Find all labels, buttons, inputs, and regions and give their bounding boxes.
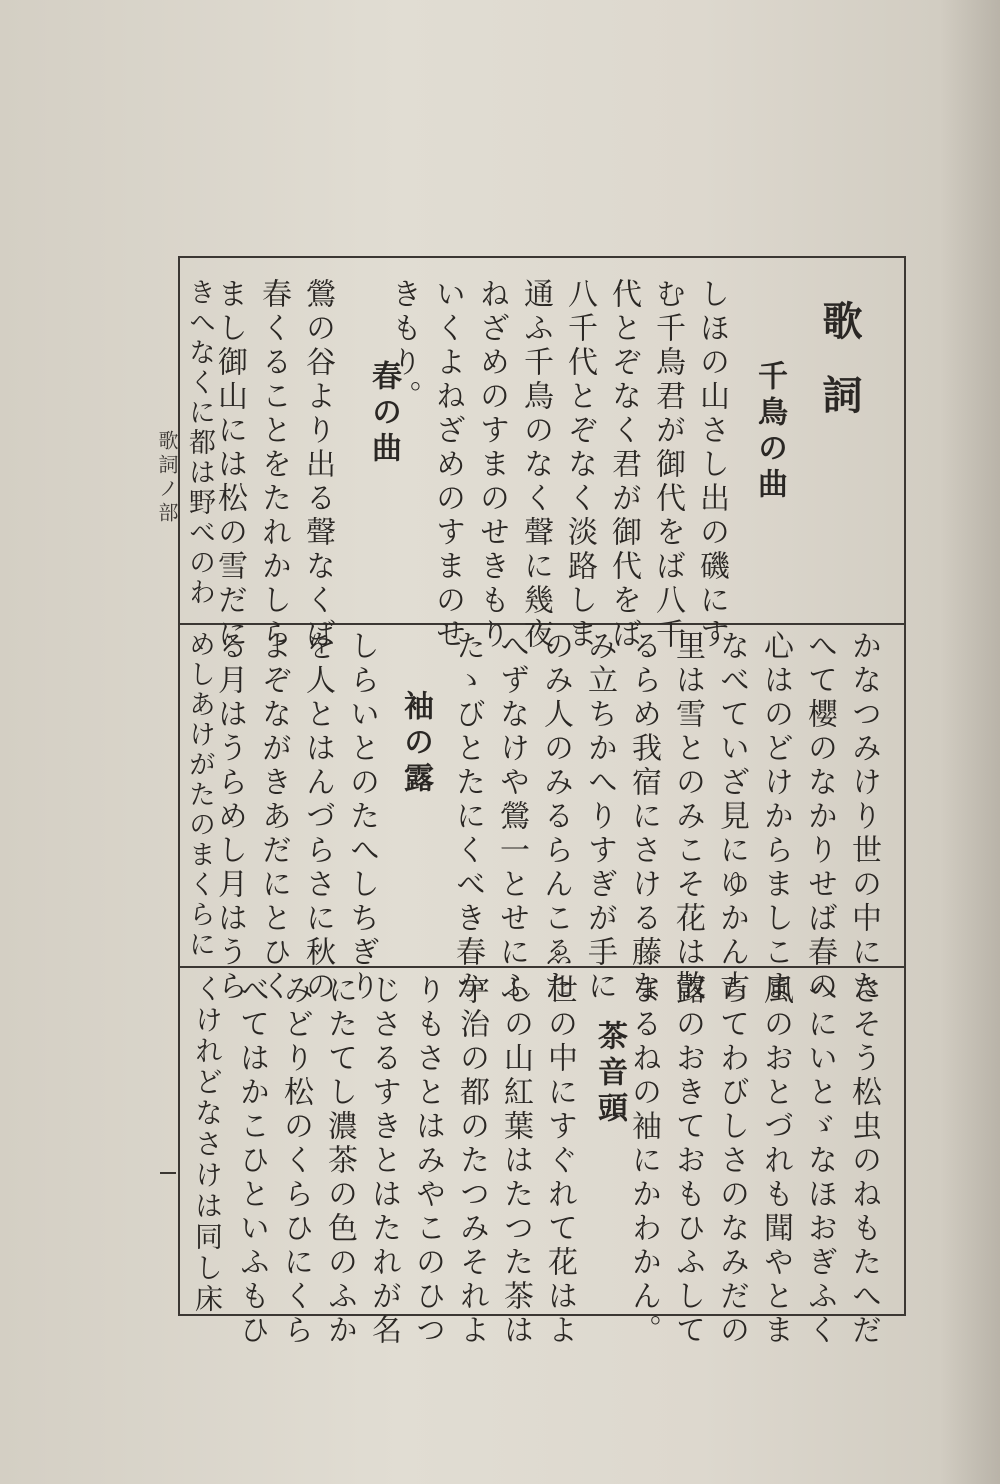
text-line: しらいとのたへしちぎり: [344, 630, 379, 1004]
section-heading-sode: 袖の露: [398, 690, 433, 798]
text-line: ちてわびしさのなみだの: [714, 974, 749, 1348]
text-line: なべていざ見にゆかん古: [714, 630, 749, 1004]
text-line: じさるすきとはたれが名: [366, 974, 401, 1348]
text-line: 通ふ千鳥のなく聲に幾夜: [518, 278, 553, 652]
text-line: を人とはんづらさに秋の: [300, 630, 335, 1004]
text-line: しの山紅葉はたつた茶は: [498, 974, 533, 1348]
section-heading-chidori: 千鳥の曲: [752, 360, 787, 504]
text-line: のみ人のみるらんこゑた: [538, 630, 573, 1004]
text-line: よぞながきあだにとひく: [256, 630, 291, 1004]
text-line: 心はのどけからましこま: [758, 630, 793, 1004]
section-heading-chaondo: 茶音頭: [592, 1020, 627, 1128]
text-line: しほの山さし出の磯にす: [694, 278, 729, 652]
text-line: 里は雪とのみこそ花は散: [670, 630, 705, 1004]
text-line: きへなくに都は野べのわ: [184, 278, 215, 608]
text-line: さそう松虫のねもたへだ: [846, 974, 881, 1348]
text-line: 春くることをたれかしら: [256, 278, 291, 652]
margin-label: 歌詞ノ部: [155, 430, 179, 526]
text-line: へにいとゞなほおぎふく: [802, 974, 837, 1348]
text-line: るらめ我宿にさける藤な: [626, 630, 661, 1004]
text-line: りもさとはみやこのひつ: [410, 974, 445, 1348]
text-line: くけれどなさけは同し床: [191, 974, 224, 1315]
text-line: みどり松のくらひにくら: [278, 974, 313, 1348]
text-line: いくよねざめのすまのせ: [430, 278, 465, 652]
text-line: 露のおきておもひふして: [670, 974, 705, 1348]
text-line: ねざめのすまのせきもり: [474, 278, 509, 652]
text-line: む千鳥君が御代をば八千: [650, 278, 685, 652]
text-line: べてはかこひといふもひ: [234, 974, 269, 1348]
text-line: へて櫻のなかりせば春の: [802, 630, 837, 1004]
text-line: まるねの袖にかわかん。: [626, 974, 661, 1348]
text-line: 世の中にすぐれて花はよ: [542, 974, 577, 1348]
page-title: 歌詞: [816, 300, 863, 448]
text-line: み立ちかへりすぎが手に: [582, 630, 617, 1004]
text-line: かなつみけり世の中にた: [846, 630, 881, 1004]
text-line: たゝびとたにくべき春か: [450, 630, 485, 1004]
text-line: 鶯の谷より出る聲なくば: [300, 278, 335, 652]
section-heading-haru: 春の曲: [366, 360, 401, 468]
text-line: る月はうらめし月はうら: [212, 630, 247, 1004]
page-number-mark: [160, 1172, 176, 1174]
text-line: 八千代とぞなく淡路しま: [562, 278, 597, 652]
text-line: 宇治の都のたつみそれよ: [454, 974, 489, 1348]
text-line: 風のおとづれも聞やとま: [758, 974, 793, 1348]
text-line: まし御山には松の雪だに: [212, 278, 247, 652]
text-line: へずなけや鶯一とせにふ: [494, 630, 529, 1004]
text-line: 代とぞなく君が御代をば: [606, 278, 641, 652]
page-edge-shadow: [940, 0, 1000, 1484]
text-line: にたてし濃茶の色のふか: [322, 974, 357, 1348]
text-line: めしあけがたのまくらに: [184, 630, 215, 960]
text-line: きもり。: [386, 278, 421, 414]
